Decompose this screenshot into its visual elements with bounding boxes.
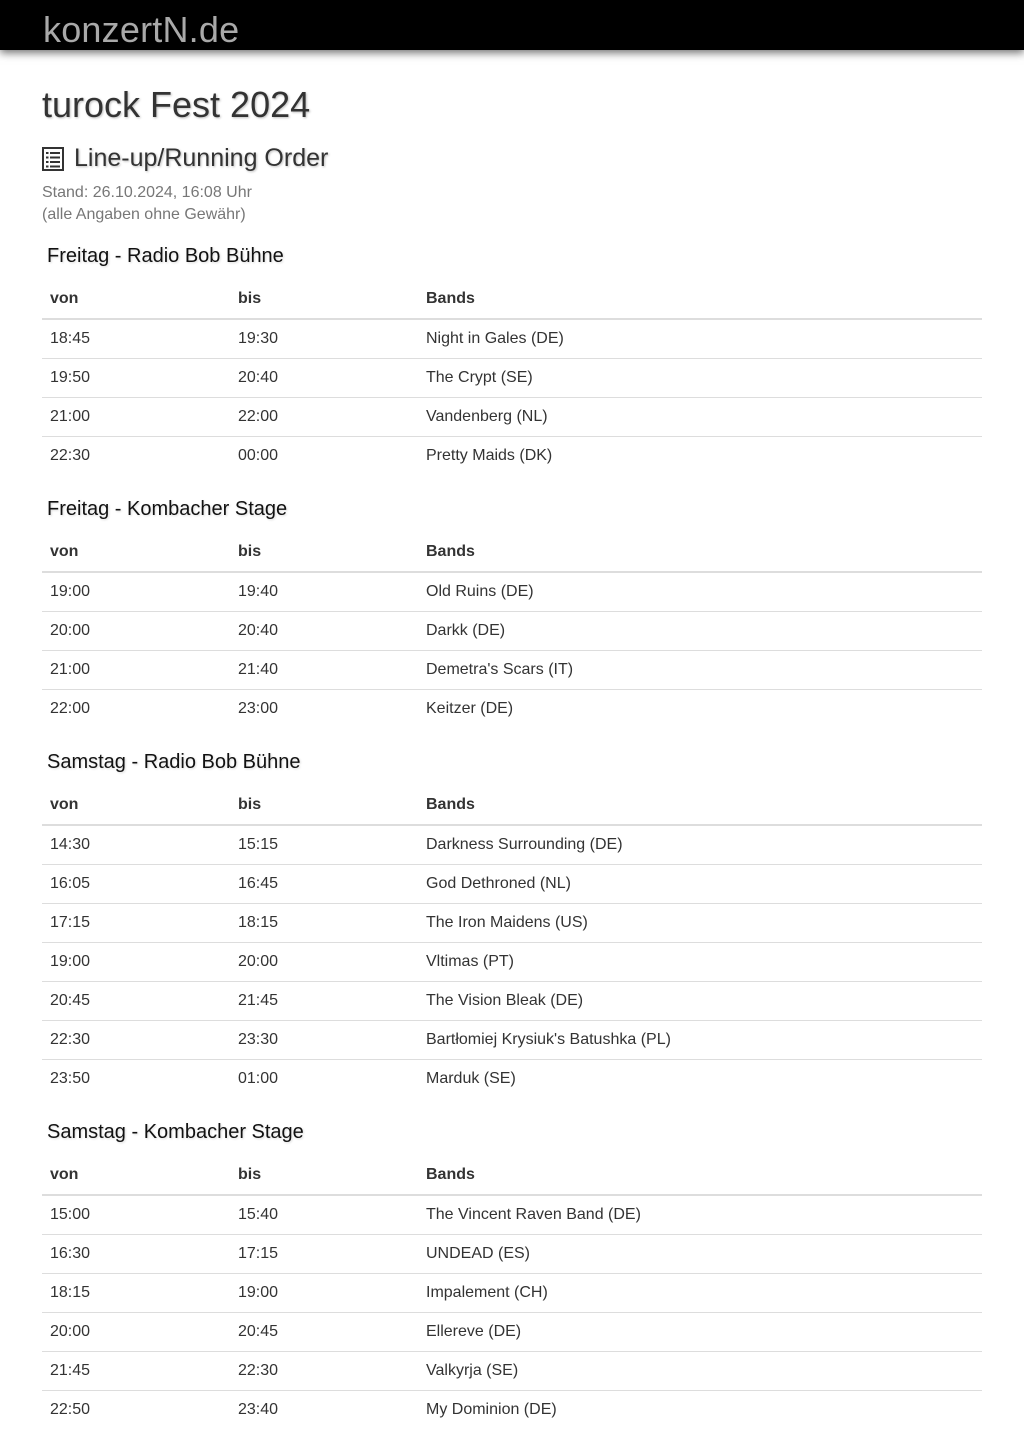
start-time-cell: 19:50: [42, 359, 230, 398]
end-time-cell: 22:00: [230, 398, 418, 437]
column-header-to: bis: [230, 1156, 418, 1195]
table-row: [42, 1274, 982, 1313]
start-time-cell: 22:30: [42, 1021, 230, 1060]
band-name-cell: Pretty Maids (DK): [418, 437, 982, 476]
table-row: [42, 572, 982, 612]
stage-section: [42, 748, 982, 1098]
table-header-row: [42, 1156, 982, 1195]
table-row: [42, 398, 982, 437]
brand-link[interactable]: konzertN.de: [43, 9, 240, 50]
column-header-to: bis: [230, 786, 418, 825]
end-time-cell: 18:15: [230, 904, 418, 943]
stage-title: Freitag - Radio Bob Bühne: [47, 245, 284, 267]
disclaimer-text: (alle Angaben ohne Gewähr): [42, 206, 246, 223]
column-header-bands: Bands: [418, 280, 982, 319]
end-time-cell: 20:40: [230, 359, 418, 398]
table-row: [42, 825, 982, 865]
end-time-cell: 20:00: [230, 943, 418, 982]
stage-title: Samstag - Kombacher Stage: [47, 1121, 304, 1143]
column-header-from: von: [42, 1156, 230, 1195]
column-header-to: bis: [230, 533, 418, 572]
band-name-cell: Demetra's Scars (IT): [418, 651, 982, 690]
end-time-cell: 23:30: [230, 1021, 418, 1060]
band-name-cell: Marduk (SE): [418, 1060, 982, 1099]
start-time-cell: 14:30: [50, 836, 91, 853]
start-time-cell: 16:30: [42, 1235, 230, 1274]
lineup-table: [42, 280, 982, 475]
start-time-cell: 20:00: [42, 612, 230, 651]
band-name-cell: Vltimas (PT): [418, 943, 982, 982]
band-name-cell: UNDEAD (ES): [418, 1235, 982, 1274]
start-time-cell: 18:45: [50, 330, 91, 347]
band-name-cell: Darkk (DE): [418, 612, 982, 651]
end-time-cell: 19:00: [230, 1274, 418, 1313]
lineup-table: [42, 786, 982, 1098]
start-time-cell: 21:45: [42, 1352, 230, 1391]
section-title: Line-up/Running Order: [74, 144, 329, 172]
stage-title: Samstag - Radio Bob Bühne: [47, 751, 301, 773]
start-time-cell: 20:45: [42, 982, 230, 1021]
table-row: [42, 1195, 982, 1235]
end-time-cell: 20:45: [230, 1313, 418, 1352]
start-time-cell: 21:00: [42, 398, 230, 437]
band-name-cell: Impalement (CH): [418, 1274, 982, 1313]
end-time-cell: 22:30: [230, 1352, 418, 1391]
stage-section: [42, 1118, 982, 1429]
table-row: [42, 1235, 982, 1274]
end-time-cell: 19:40: [238, 583, 279, 600]
section-heading: [42, 142, 328, 174]
column-header-bands: Bands: [418, 786, 982, 825]
stage-section: [42, 242, 982, 475]
end-time-cell: 16:45: [230, 865, 418, 904]
band-name-cell: Old Ruins (DE): [426, 583, 534, 600]
band-name-cell: Ellereve (DE): [418, 1313, 982, 1352]
start-time-cell: 22:30: [42, 437, 230, 476]
start-time-cell: 20:00: [42, 1313, 230, 1352]
table-row: [42, 943, 982, 982]
table-header-row: [42, 786, 982, 825]
start-time-cell: 19:00: [42, 943, 230, 982]
end-time-cell: 15:40: [238, 1206, 279, 1223]
top-navbar: [0, 0, 1024, 50]
table-row: [42, 690, 982, 729]
band-name-cell: The Crypt (SE): [418, 359, 982, 398]
list-icon: [42, 147, 64, 171]
end-time-cell: 19:30: [238, 330, 279, 347]
table-row: [42, 612, 982, 651]
last-updated-info: [42, 182, 252, 226]
band-name-cell: Keitzer (DE): [418, 690, 982, 729]
stage-title: Freitag - Kombacher Stage: [47, 498, 288, 520]
end-time-cell: 01:00: [230, 1060, 418, 1099]
end-time-cell: 17:15: [230, 1235, 418, 1274]
start-time-cell: 23:50: [42, 1060, 230, 1099]
table-row: [42, 319, 982, 359]
table-row: [42, 1060, 982, 1099]
end-time-cell: 00:00: [230, 437, 418, 476]
table-row: [42, 1313, 982, 1352]
table-row: [42, 865, 982, 904]
table-row: [42, 1021, 982, 1060]
column-header-from: von: [42, 786, 230, 825]
end-time-cell: 23:00: [230, 690, 418, 729]
stage-section: [42, 495, 982, 728]
band-name-cell: The Vision Bleak (DE): [418, 982, 982, 1021]
start-time-cell: 17:15: [42, 904, 230, 943]
table-header-row: [42, 280, 982, 319]
lineup-table: [42, 533, 982, 728]
band-name-cell: God Dethroned (NL): [418, 865, 982, 904]
band-name-cell: Night in Gales (DE): [426, 330, 564, 347]
band-name-cell: Vandenberg (NL): [418, 398, 982, 437]
stand-text: Stand: 26.10.2024, 16:08 Uhr: [42, 184, 252, 201]
start-time-cell: 21:00: [42, 651, 230, 690]
band-name-cell: The Vincent Raven Band (DE): [426, 1206, 641, 1223]
start-time-cell: 15:00: [50, 1206, 91, 1223]
end-time-cell: 23:40: [230, 1391, 418, 1430]
page-title: turock Fest 2024: [42, 84, 311, 125]
column-header-from: von: [42, 280, 230, 319]
column-header-bands: Bands: [418, 1156, 982, 1195]
table-row: [42, 359, 982, 398]
band-name-cell: Bartłomiej Krysiuk's Batushka (PL): [418, 1021, 982, 1060]
start-time-cell: 18:15: [42, 1274, 230, 1313]
start-time-cell: 22:00: [42, 690, 230, 729]
table-row: [42, 904, 982, 943]
band-name-cell: My Dominion (DE): [418, 1391, 982, 1430]
band-name-cell: Valkyrja (SE): [418, 1352, 982, 1391]
table-row: [42, 982, 982, 1021]
column-header-bands: Bands: [418, 533, 982, 572]
end-time-cell: 15:15: [238, 836, 279, 853]
column-header-from: von: [42, 533, 230, 572]
table-row: [42, 651, 982, 690]
start-time-cell: 19:00: [50, 583, 91, 600]
table-row: [42, 1352, 982, 1391]
table-row: [42, 1391, 982, 1430]
band-name-cell: The Iron Maidens (US): [418, 904, 982, 943]
start-time-cell: 22:50: [42, 1391, 230, 1430]
lineup-table: [42, 1156, 982, 1429]
end-time-cell: 21:45: [230, 982, 418, 1021]
start-time-cell: 16:05: [42, 865, 230, 904]
end-time-cell: 20:40: [230, 612, 418, 651]
table-row: [42, 437, 982, 476]
column-header-to: bis: [230, 280, 418, 319]
band-name-cell: Darkness Surrounding (DE): [426, 836, 623, 853]
table-header-row: [42, 533, 982, 572]
end-time-cell: 21:40: [230, 651, 418, 690]
